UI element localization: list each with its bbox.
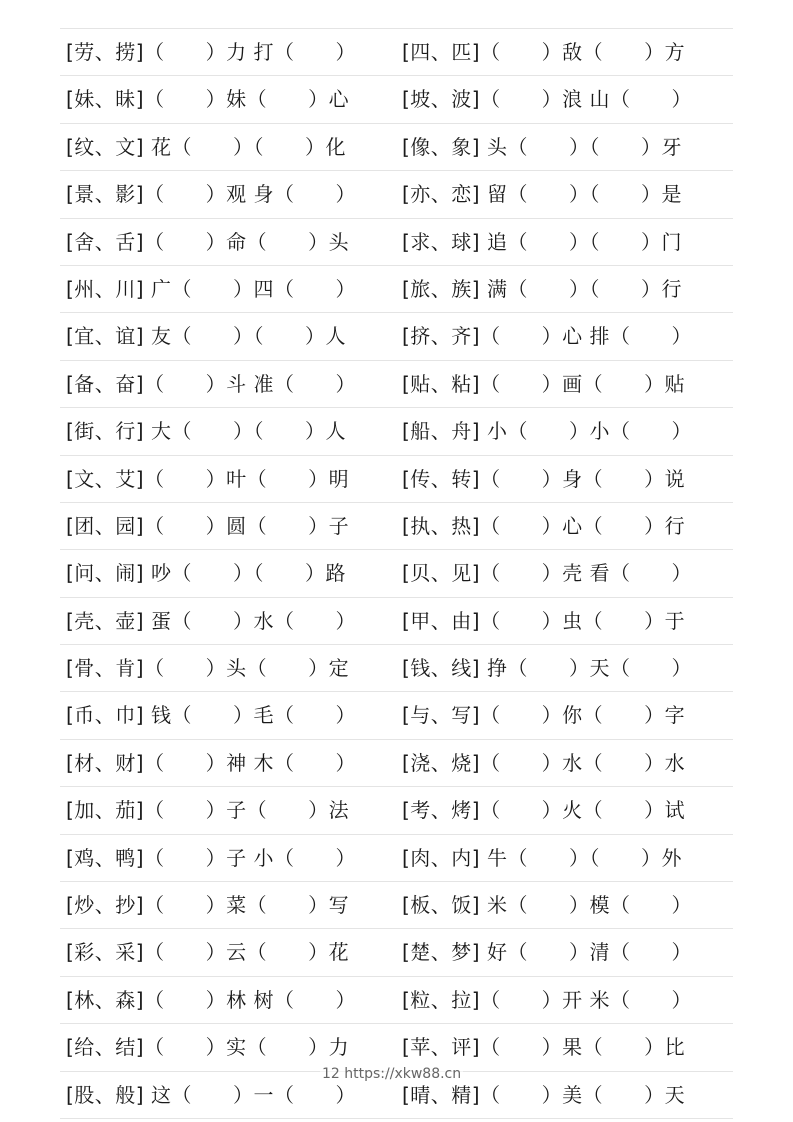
exercise-row xyxy=(60,123,733,170)
exercise-row xyxy=(60,786,733,833)
exercise-left: [问、闹] 吵（ ）（ ）路 xyxy=(66,561,346,586)
exercise-left: [炒、抄]（ ）菜（ ）写 xyxy=(66,893,350,918)
exercise-right: [晴、精]（ ）美（ ）天 xyxy=(402,1082,686,1107)
exercise-left: [景、影]（ ）观 身（ ） xyxy=(66,182,356,207)
exercise-row xyxy=(60,1023,733,1070)
exercise-row xyxy=(60,218,733,265)
exercise-left: [鸡、鸭]（ ）子 小（ ） xyxy=(66,845,356,870)
exercise-row xyxy=(60,644,733,691)
exercise-row xyxy=(60,360,733,407)
exercise-left: [文、艾]（ ）叶（ ）明 xyxy=(66,466,350,491)
exercise-row xyxy=(60,739,733,786)
exercise-row xyxy=(60,834,733,881)
exercise-left: [给、结]（ ）实（ ）力 xyxy=(66,1035,350,1060)
exercise-left: [宜、谊] 友（ ）（ ）人 xyxy=(66,324,346,349)
exercise-right: [传、转]（ ）身（ ）说 xyxy=(402,466,686,491)
exercise-table xyxy=(60,28,733,1119)
exercise-right: [钱、线] 挣（ ）天（ ） xyxy=(402,656,692,681)
exercise-right: [浇、烧]（ ）水（ ）水 xyxy=(402,750,686,775)
exercise-right: [楚、梦] 好（ ）清（ ） xyxy=(402,940,692,965)
exercise-right: [贴、粘]（ ）画（ ）贴 xyxy=(402,371,686,396)
exercise-row xyxy=(60,928,733,975)
exercise-right: [甲、由]（ ）虫（ ）于 xyxy=(402,608,686,633)
exercise-left: [彩、采]（ ）云（ ）花 xyxy=(66,940,350,965)
exercise-right: [肉、内] 牛（ ）（ ）外 xyxy=(402,845,682,870)
exercise-right: [执、热]（ ）心（ ）行 xyxy=(402,513,686,538)
exercise-right: [四、匹]（ ）敌（ ）方 xyxy=(402,40,686,64)
exercise-left: [壳、壶] 蛋（ ）水（ ） xyxy=(66,608,356,633)
exercise-row xyxy=(60,265,733,312)
exercise-left: [舍、舌]（ ）命（ ）头 xyxy=(66,229,350,254)
exercise-right: [亦、恋] 留（ ）（ ）是 xyxy=(402,182,682,207)
exercise-row xyxy=(60,407,733,454)
exercise-left: [加、茄]（ ）子（ ）法 xyxy=(66,798,350,823)
exercise-right: [求、球] 追（ ）（ ）门 xyxy=(402,229,682,254)
page-footer: 12 https://xkw88.cn xyxy=(322,1066,462,1082)
exercise-row xyxy=(60,549,733,596)
exercise-left: [妹、昧]（ ）妹（ ）心 xyxy=(66,87,350,112)
exercise-row xyxy=(60,597,733,644)
exercise-left: [州、川] 广（ ）四（ ） xyxy=(66,276,356,301)
exercise-right: [像、象] 头（ ）（ ）牙 xyxy=(402,134,682,159)
exercise-right: [船、舟] 小（ ）小（ ） xyxy=(402,419,692,444)
exercise-row xyxy=(60,881,733,928)
exercise-right: [挤、齐]（ ）心 排（ ） xyxy=(402,324,692,349)
exercise-right: [苹、评]（ ）果（ ）比 xyxy=(402,1035,686,1060)
exercise-left: [团、园]（ ）圆（ ）子 xyxy=(66,513,350,538)
exercise-right: [粒、拉]（ ）开 米（ ） xyxy=(402,987,692,1012)
exercise-right: [贝、见]（ ）壳 看（ ） xyxy=(402,561,692,586)
exercise-right: [板、饭] 米（ ）模（ ） xyxy=(402,893,692,918)
exercise-row xyxy=(60,976,733,1023)
exercise-left: [材、财]（ ）神 木（ ） xyxy=(66,750,356,775)
exercise-row xyxy=(60,28,733,75)
exercise-left: [骨、肯]（ ）头（ ）定 xyxy=(66,656,350,681)
exercise-left: [林、森]（ ）林 树（ ） xyxy=(66,987,356,1012)
exercise-right: [与、写]（ ）你（ ）字 xyxy=(402,703,686,728)
exercise-right: [坡、波]（ ）浪 山（ ） xyxy=(402,87,692,112)
exercise-row xyxy=(60,75,733,122)
exercise-left: [股、般] 这（ ）一（ ） xyxy=(66,1082,356,1107)
exercise-right: [旅、族] 满（ ）（ ）行 xyxy=(402,276,682,301)
exercise-left: [备、奋]（ ）斗 准（ ） xyxy=(66,371,356,396)
exercise-row xyxy=(60,170,733,217)
exercise-row xyxy=(60,502,733,549)
exercise-left: [币、巾] 钱（ ）毛（ ） xyxy=(66,703,356,728)
exercise-right: [考、烤]（ ）火（ ）试 xyxy=(402,798,686,823)
exercise-left: [纹、文] 花（ ）（ ）化 xyxy=(66,134,346,159)
exercise-left: [街、行] 大（ ）（ ）人 xyxy=(66,419,346,444)
exercise-left: [劳、捞]（ ）力 打（ ） xyxy=(66,40,356,64)
exercise-row xyxy=(60,312,733,359)
exercise-row xyxy=(60,455,733,502)
exercise-row xyxy=(60,691,733,738)
